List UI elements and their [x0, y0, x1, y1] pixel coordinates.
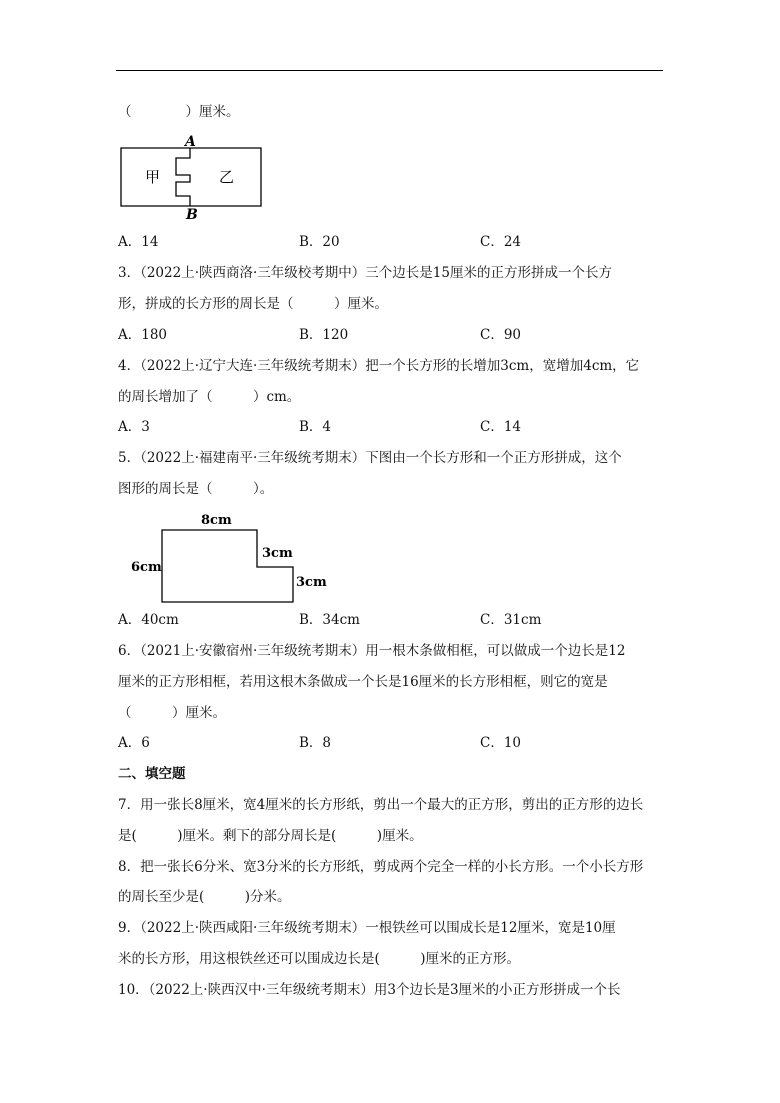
q8-line1: 8．把一张长6分米、宽3分米的长方形纸，剪成两个完全一样的小长方形。一个小长方形	[118, 859, 644, 875]
q2-tail-line: （ ）厘米。	[118, 104, 240, 120]
fig1-region-yi: 乙	[219, 168, 235, 186]
q8-line2: 的周长至少是( )分米。	[118, 889, 291, 905]
q5-option-a: A．40cm	[118, 612, 179, 628]
section-title-fill-blank: 二、填空题	[118, 766, 186, 782]
q2-option-c: C．24	[480, 234, 522, 250]
q6-line1: 6．（2021上·安徽宿州·三年级统考期末）用一根木条做相框，可以做成一个边长是12	[118, 643, 626, 659]
fig1-region-jia: 甲	[145, 168, 161, 186]
q3-option-c: C．90	[480, 327, 522, 343]
q7-line1: 7．用一张长8厘米，宽4厘米的长方形纸，剪出一个最大的正方形，剪出的正方形的边长	[118, 797, 644, 813]
q4-line1: 4．（2022上·辽宁大连·三年级统考期末）把一个长方形的长增加3cm，宽增加4cm，它	[118, 358, 640, 374]
q4-option-a: A．3	[118, 419, 150, 435]
fig2-label-right: 3cm	[296, 575, 327, 590]
q3-line2: 形，拼成的长方形的周长是（ ）厘米。	[118, 296, 388, 312]
fig2-label-step: 3cm	[262, 546, 293, 561]
q6-line3: （ ）厘米。	[118, 705, 226, 721]
fig1-label-a: A	[185, 134, 196, 150]
q6-option-b: B．8	[299, 735, 332, 751]
q7-line2: 是( )厘米。剩下的部分周长是( )厘米。	[118, 828, 423, 844]
q4-option-c: C．14	[480, 419, 522, 435]
q4-line2: 的周长增加了（ ）cm。	[118, 389, 301, 405]
q5-option-b: B．34cm	[299, 612, 360, 628]
q2-option-a: A．14	[118, 234, 159, 250]
q5-line2: 图形的周长是（ ）。	[118, 481, 274, 497]
fig1-label-b: B	[186, 207, 198, 223]
q5-line1: 5．（2022上·福建南平·三年级统考期末）下图由一个长方形和一个正方形拼成，这个	[118, 450, 622, 466]
q6-option-a: A．6	[118, 735, 150, 751]
fig2-outline	[162, 530, 293, 602]
q3-line1: 3．（2022上·陕西商洛·三年级校考期中）三个边长是15厘米的正方形拼成一个长方	[118, 265, 612, 281]
q9-line2: 米的长方形，用这根铁丝还可以围成边长是( )厘米的正方形。	[118, 951, 521, 967]
q3-option-b: B．120	[299, 327, 349, 343]
fig2-label-top: 8cm	[201, 513, 232, 528]
q6-option-c: C．10	[480, 735, 522, 751]
q2-option-b: B．20	[299, 234, 340, 250]
q10-line1: 10．（2022上·陕西汉中·三年级统考期末）用3个边长是3厘米的小正方形拼成一个长	[118, 982, 621, 998]
q5-option-c: C．31cm	[480, 612, 542, 628]
q4-option-b: B．4	[299, 419, 332, 435]
q3-option-a: A．180	[118, 327, 168, 343]
fig2-label-left: 6cm	[131, 560, 162, 575]
q6-line2: 厘米的正方形相框，若用这根木条做成一个长是16厘米的长方形相框，则它的宽是	[118, 674, 608, 690]
q9-line1: 9．（2022上·陕西咸阳·三年级统考期末）一根铁丝可以围成长是12厘米，宽是10厘	[118, 920, 616, 936]
